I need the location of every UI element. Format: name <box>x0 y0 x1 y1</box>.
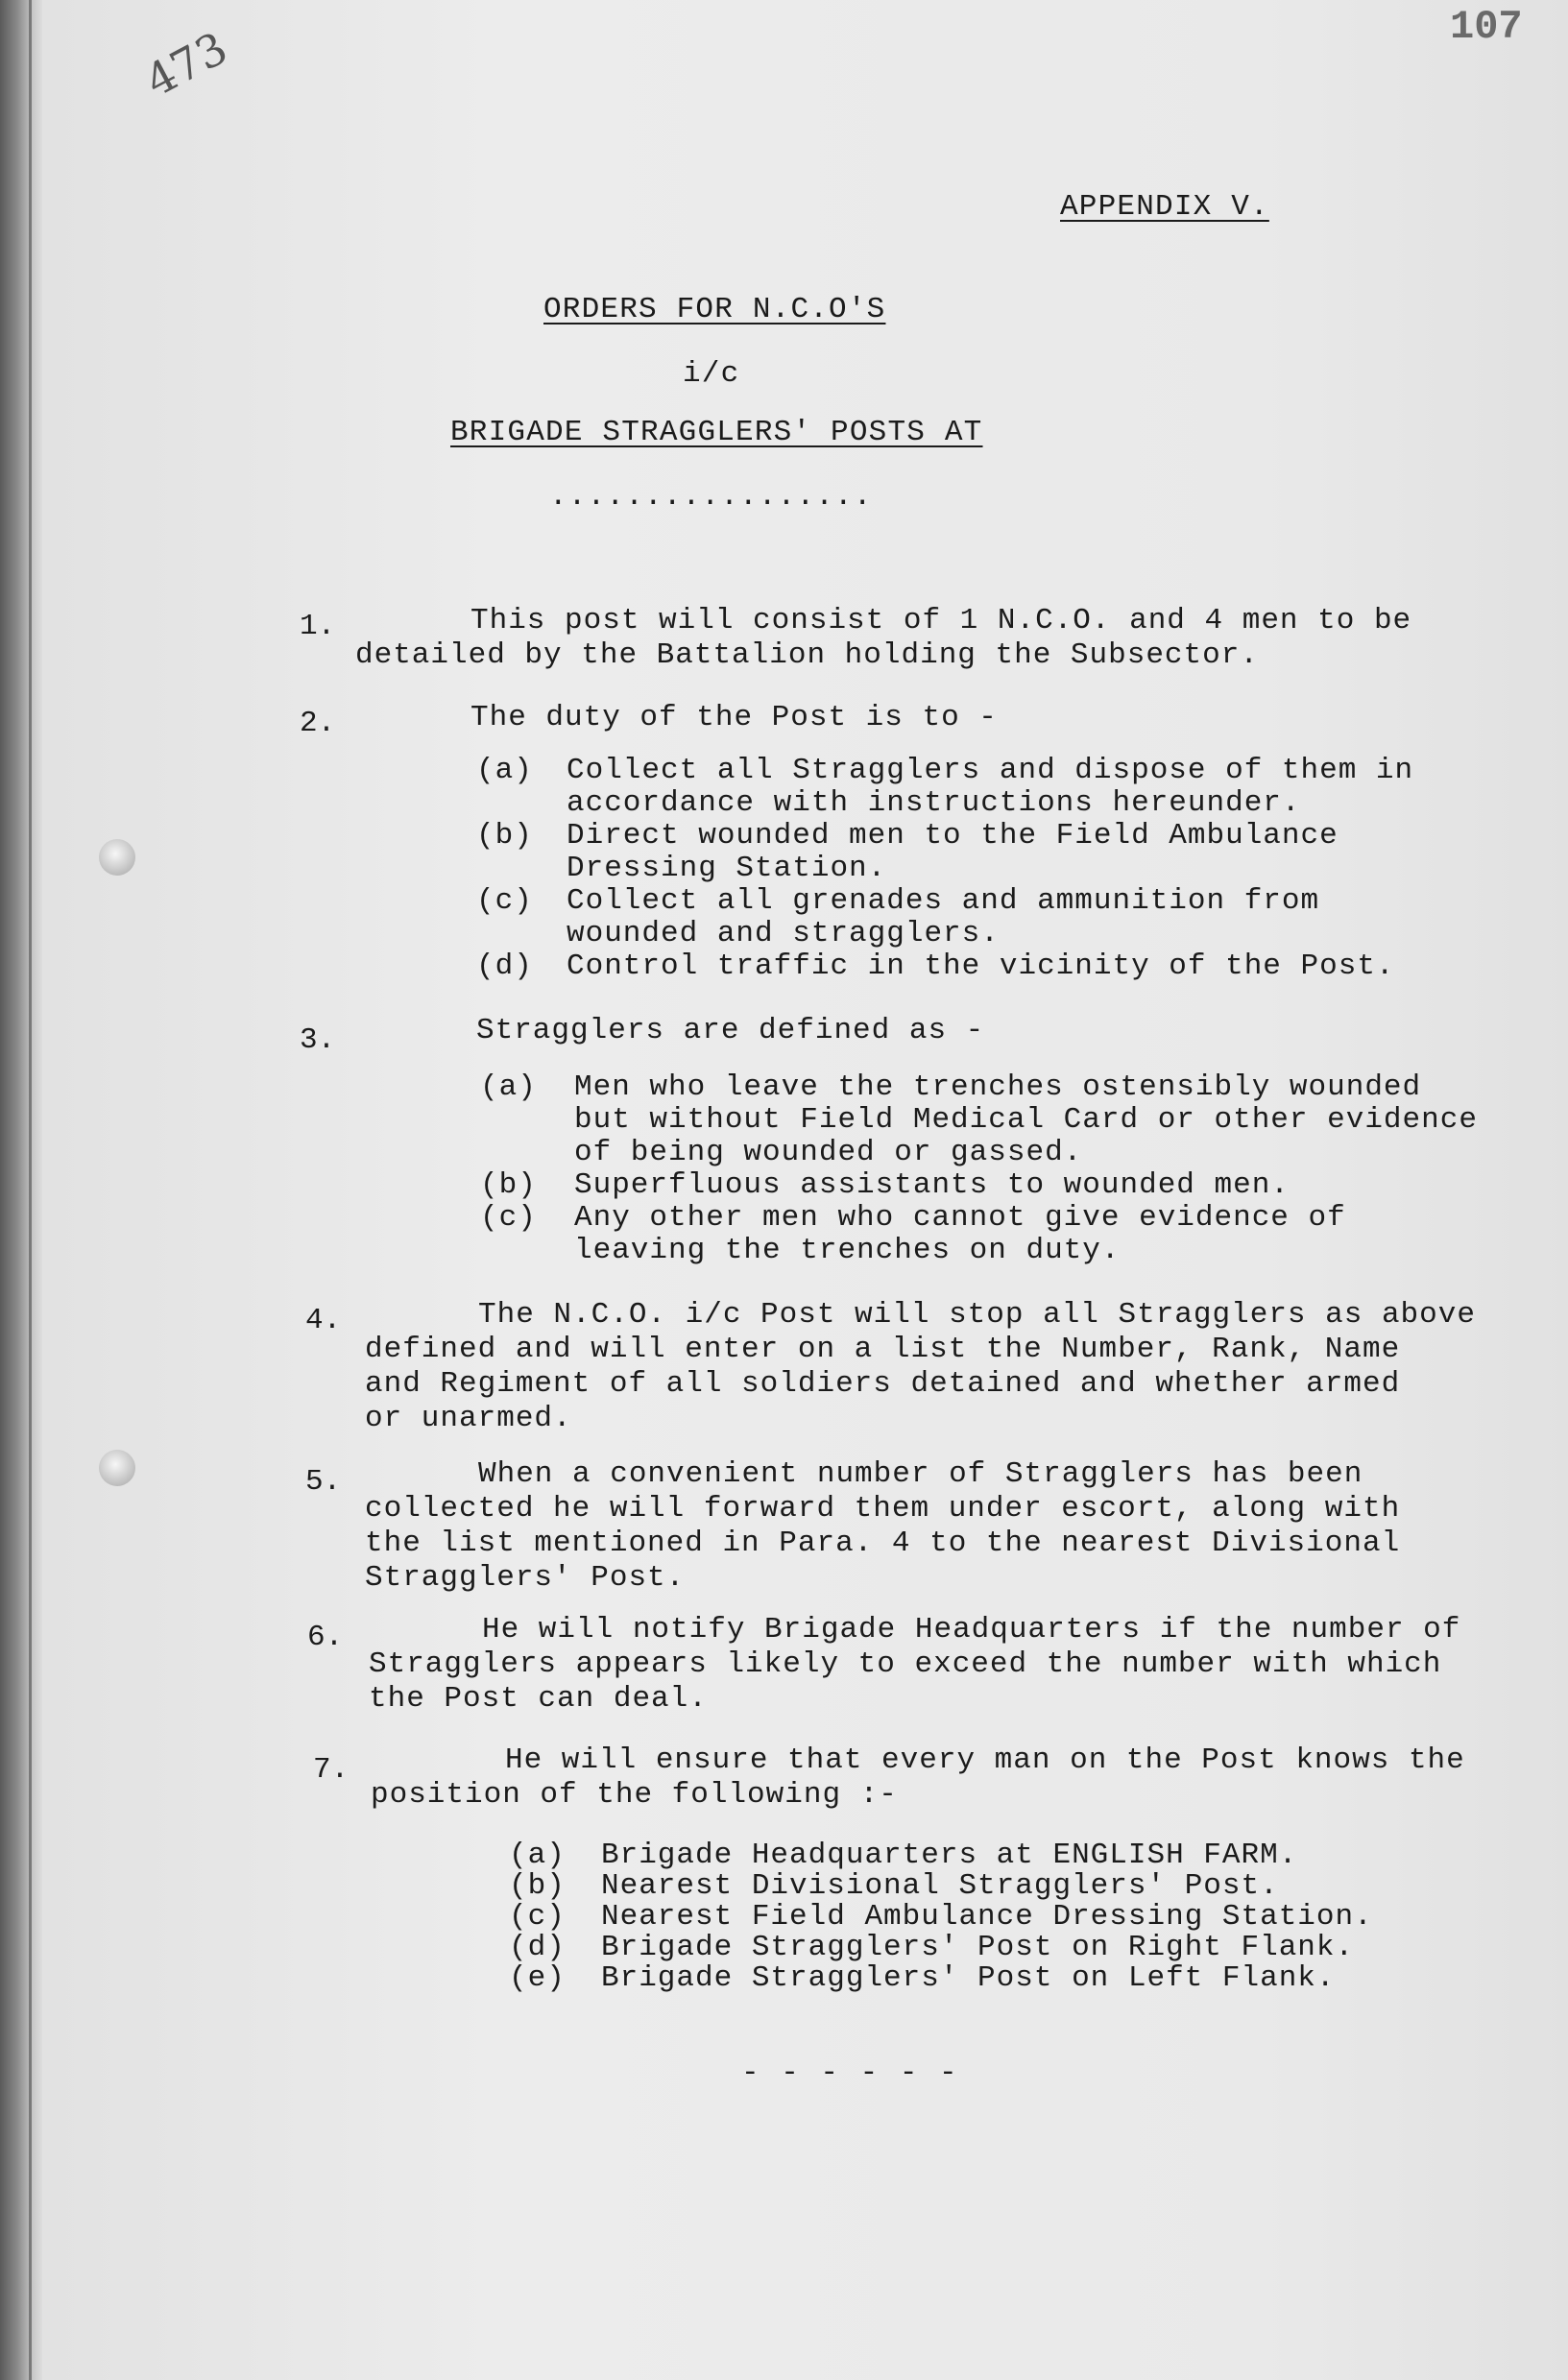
title-line-2: i/c <box>683 357 740 391</box>
paragraph-1 <box>355 604 1411 673</box>
paragraph-line: defined and will enter on a list the Number, Rank, Name <box>365 1333 1401 1366</box>
item-line: Direct wounded men to the Field Ambulance <box>567 819 1339 853</box>
title-blank-dots: ................. <box>549 480 873 514</box>
paragraph-line: Stragglers' Post. <box>365 1561 686 1595</box>
paragraph-number: 6. <box>307 1621 344 1654</box>
item-label: (a) <box>480 1070 537 1104</box>
paragraph-number: 2. <box>300 707 336 740</box>
item-line: accordance with instructions hereunder. <box>567 786 1301 820</box>
item-line: wounded and stragglers. <box>567 917 1000 950</box>
title-line-3: BRIGADE STRAGGLERS' POSTS AT <box>450 416 983 449</box>
end-of-document-mark: - - - - - - <box>741 2056 959 2090</box>
paragraph-line: the Post can deal. <box>369 1682 708 1716</box>
item-label: (c) <box>509 1900 566 1934</box>
paragraph-6 <box>369 1613 1460 1717</box>
item-label: (c) <box>480 1201 537 1235</box>
title-line-1: ORDERS FOR N.C.O'S <box>543 293 886 326</box>
paragraph-number: 3. <box>300 1023 336 1057</box>
paragraph-3 <box>476 1014 984 1048</box>
paragraph-2 <box>470 701 998 735</box>
paragraph-line: detailed by the Battalion holding the Subsector. <box>355 638 1259 672</box>
paragraph-line: the list mentioned in Para. 4 to the nearest Divisional <box>365 1527 1401 1560</box>
paragraph-number: 7. <box>313 1753 350 1787</box>
paragraph-line: He will notify Brigade Headquarters if the number of <box>482 1613 1461 1647</box>
stamped-folio-number: 107 <box>1450 4 1523 50</box>
paragraph-line: and Regiment of all soldiers detained and whether armed <box>365 1367 1401 1401</box>
paragraph-4 <box>365 1298 1476 1436</box>
item-label: (b) <box>476 819 533 853</box>
item-label: (b) <box>480 1168 537 1202</box>
handwritten-folio-number: 473 <box>136 21 236 108</box>
binding-line <box>29 0 32 2380</box>
paragraph-number: 1. <box>300 610 336 643</box>
item-label: (a) <box>509 1839 566 1872</box>
punch-hole-lower <box>99 1450 135 1486</box>
item-line: Dressing Station. <box>567 852 887 885</box>
paragraph-line: When a convenient number of Stragglers has been <box>478 1457 1363 1491</box>
item-label: (b) <box>509 1869 566 1903</box>
item-label: (d) <box>476 950 533 983</box>
document-page <box>42 0 1568 2380</box>
paragraph-line: He will ensure that every man on the Post knows the <box>505 1743 1465 1777</box>
page-binding-edge <box>0 0 42 2380</box>
item-line: Men who leave the trenches ostensibly wounded <box>574 1070 1422 1104</box>
paragraph-5 <box>365 1457 1400 1596</box>
item-label: (c) <box>476 884 533 918</box>
item-line: Brigade Headquarters at ENGLISH FARM. <box>601 1839 1298 1872</box>
paragraph-number: 5. <box>305 1465 342 1499</box>
item-line: Brigade Stragglers' Post on Right Flank. <box>601 1931 1355 1964</box>
paragraph-line: The duty of the Post is to - <box>470 701 998 734</box>
item-line: Collect all Stragglers and dispose of them in <box>567 754 1414 787</box>
item-line: Brigade Stragglers' Post on Left Flank. <box>601 1961 1336 1995</box>
item-label: (d) <box>509 1931 566 1964</box>
item-label: (e) <box>509 1961 566 1995</box>
item-line: Nearest Field Ambulance Dressing Station. <box>601 1900 1373 1934</box>
item-line: Nearest Divisional Stragglers' Post. <box>601 1869 1279 1903</box>
item-line: leaving the trenches on duty. <box>574 1234 1121 1267</box>
paragraph-line: Stragglers appears likely to exceed the number with which <box>369 1647 1442 1681</box>
item-label: (a) <box>476 754 533 787</box>
item-line: Superfluous assistants to wounded men. <box>574 1168 1290 1202</box>
paragraph-line: This post will consist of 1 N.C.O. and 4 men to be <box>470 604 1412 637</box>
paragraph-line: position of the following :- <box>371 1778 898 1812</box>
item-line: Control traffic in the vicinity of the Post. <box>567 950 1395 983</box>
item-line: but without Field Medical Card or other evidence <box>574 1103 1478 1137</box>
paragraph-number: 4. <box>305 1304 342 1337</box>
paragraph-line: collected he will forward them under escort, along with <box>365 1492 1401 1526</box>
item-line: Any other men who cannot give evidence of <box>574 1201 1346 1235</box>
paragraph-line: The N.C.O. i/c Post will stop all Stragglers as above <box>478 1298 1476 1332</box>
punch-hole-upper <box>99 839 135 876</box>
paragraph-7 <box>371 1743 1465 1813</box>
paragraph-line: Stragglers are defined as - <box>476 1014 985 1047</box>
appendix-heading: APPENDIX V. <box>1060 190 1269 224</box>
item-line: of being wounded or gassed. <box>574 1136 1083 1169</box>
paragraph-line: or unarmed. <box>365 1402 572 1435</box>
item-line: Collect all grenades and ammunition from <box>567 884 1320 918</box>
